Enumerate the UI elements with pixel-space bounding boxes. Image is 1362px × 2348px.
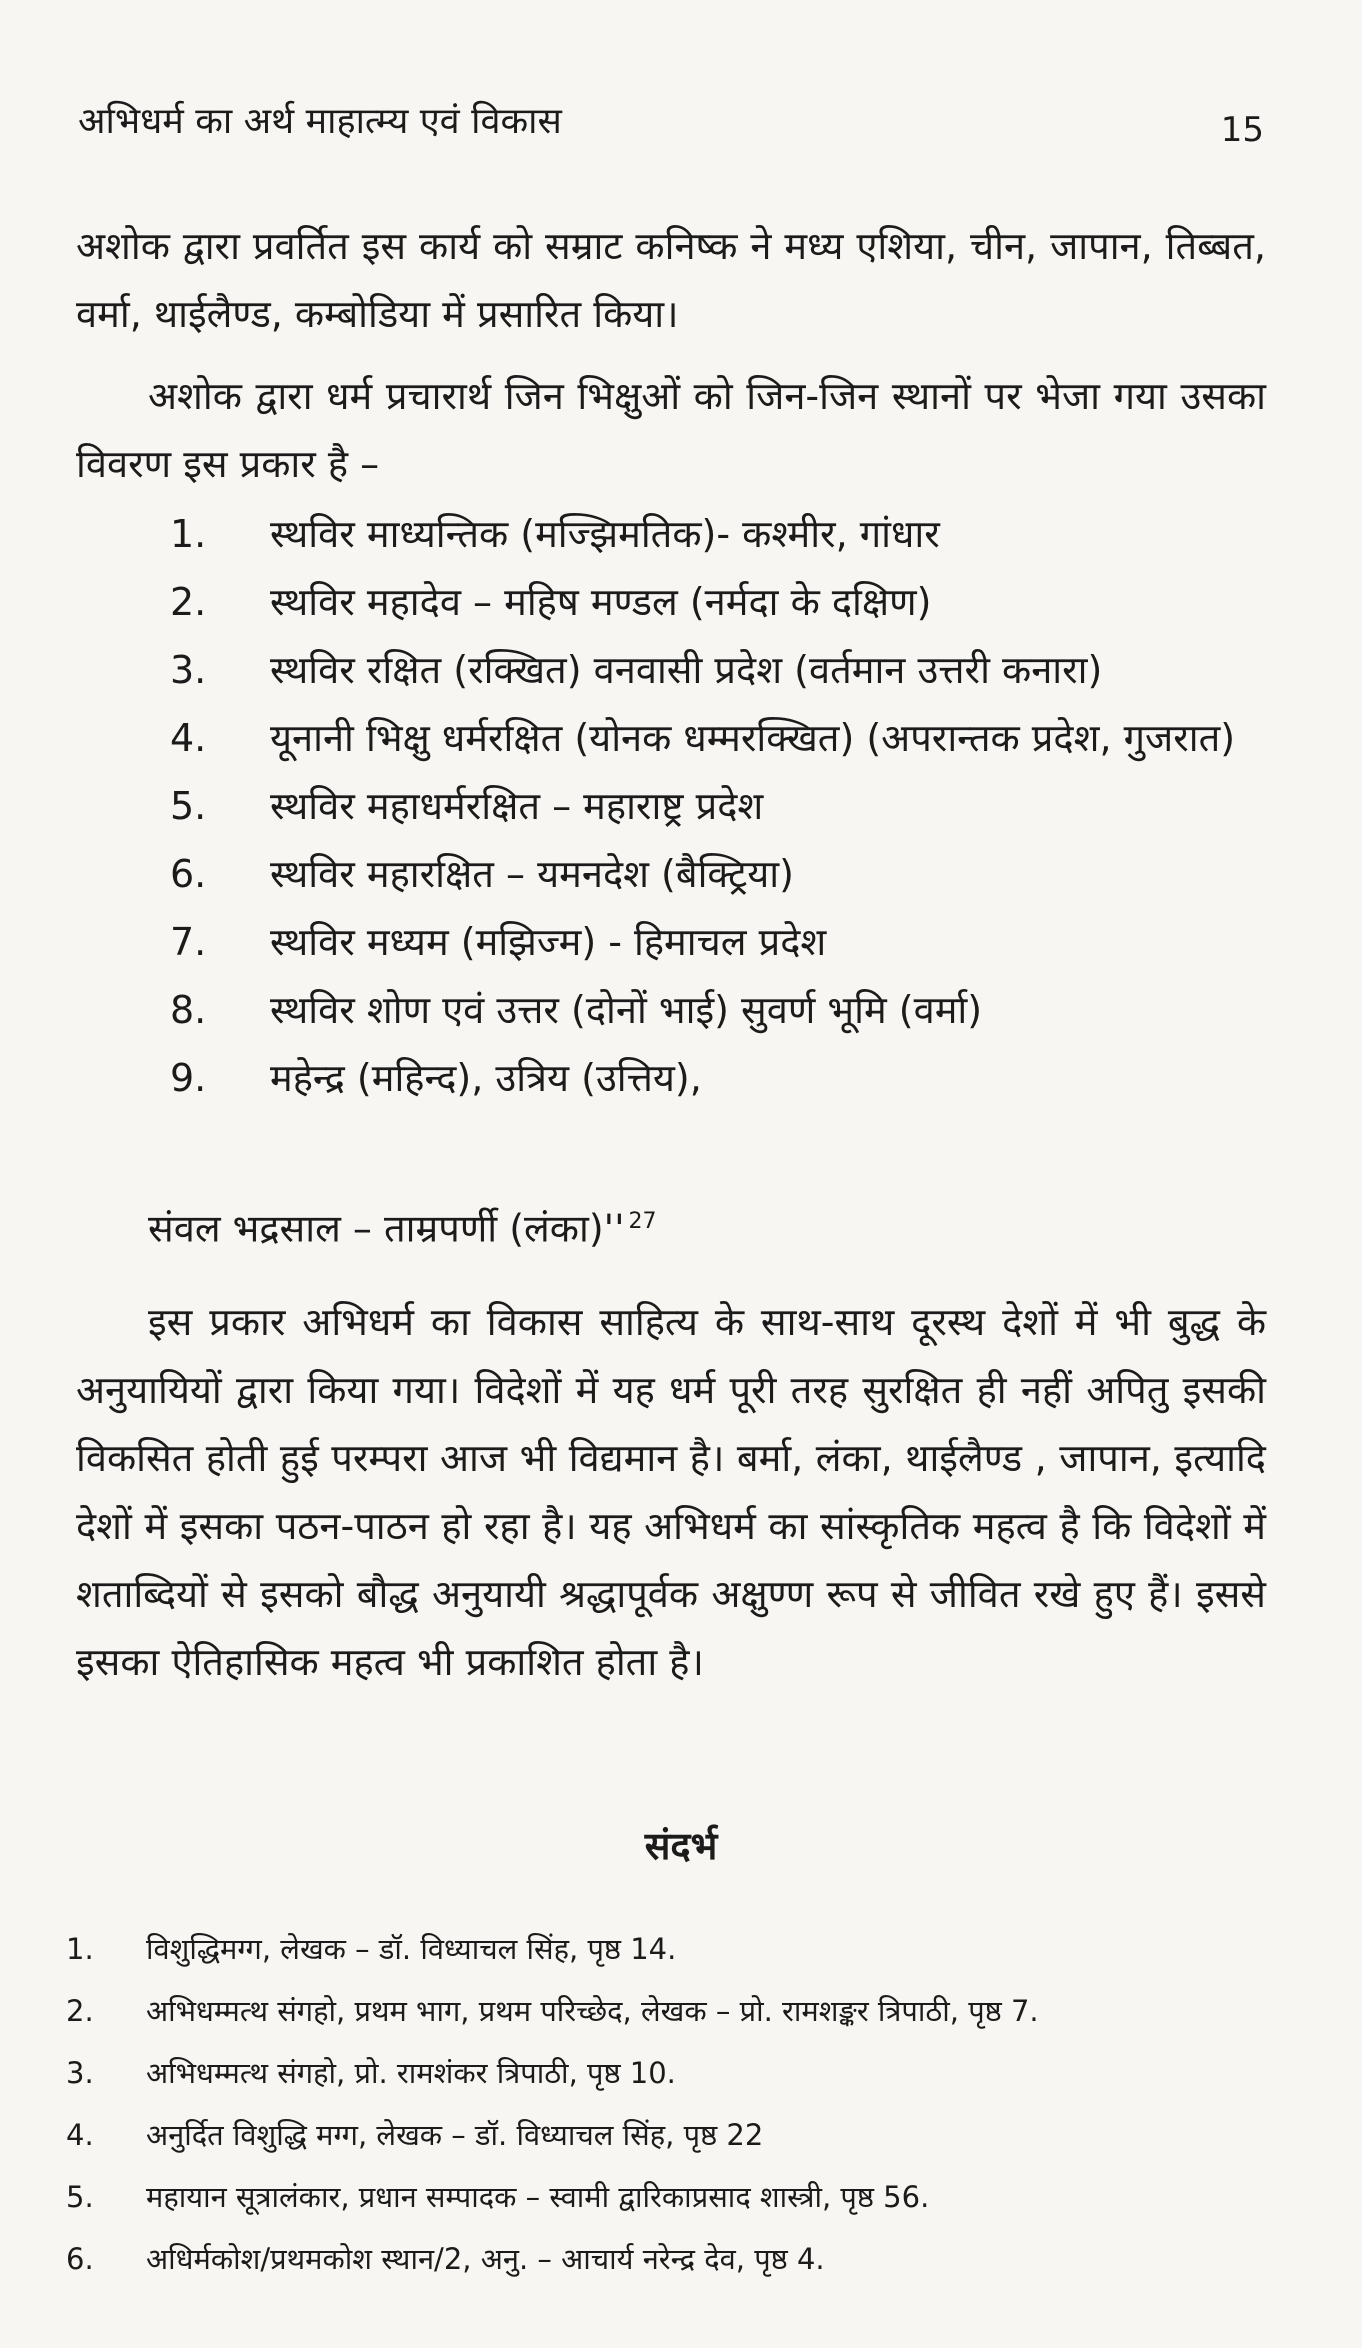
reference-item	[66, 1918, 1296, 1980]
reference-text: विशुद्धिमग्ग, लेखक – डॉ. विध्याचल सिंह, पृष्ठ 14.	[146, 1932, 677, 1966]
list-item-text: स्थविर महारक्षित – यमनदेश (बैक्ट्रिया)	[270, 852, 794, 896]
list-item-text: स्थविर माध्यन्तिक (मज्झिमतिक)- कश्मीर, गांधार	[270, 512, 940, 556]
list-item	[170, 772, 1280, 840]
list-item-text: स्थविर महादेव – महिष मण्डल (नर्मदा के दक्षिण)	[270, 580, 932, 624]
list-item-number: 2.	[170, 580, 207, 624]
paragraph-intro: अशोक द्वारा प्रवर्तित इस कार्य को सम्राट कनिष्क ने मध्य एशिया, चीन, जापान, तिब्बत, वर्मा, थाईलैण्ड, कम्बोडिया में प्रसारित किया।	[76, 224, 1266, 336]
reference-text: अभिधम्मत्थ संगहो, प्रो. रामशंकर त्रिपाठी, पृष्ठ 10.	[146, 2056, 676, 2090]
reference-number: 1.	[66, 1932, 94, 1966]
references-heading: संदर्भ	[644, 1824, 718, 1868]
reference-number: 6.	[66, 2242, 94, 2276]
missions-list	[170, 500, 1280, 1112]
list-item-number: 1.	[170, 512, 207, 556]
reference-item	[66, 1980, 1296, 2042]
reference-number: 5.	[66, 2180, 94, 2214]
list-item-text: स्थविर शोण एवं उत्तर (दोनों भाई) सुवर्ण भूमि (वर्मा)	[270, 988, 983, 1032]
list-item-number: 4.	[170, 716, 207, 760]
list-item-text: स्थविर मध्यम (मझिज्म) - हिमाचल प्रदेश	[270, 920, 827, 964]
list-item-text: यूनानी भिक्षु धर्मरक्षित (योनक धम्मरक्खित) (अपरान्तक प्रदेश, गुजरात)	[270, 716, 1236, 760]
reference-item	[66, 2166, 1296, 2228]
reference-number: 2.	[66, 1994, 94, 2028]
closing-text: संवल भद्रसाल – ताम्रपर्णी (लंका)''	[148, 1206, 625, 1251]
reference-number: 3.	[66, 2056, 94, 2090]
reference-item	[66, 2042, 1296, 2104]
references-list	[66, 1918, 1296, 2290]
reference-text: अभिधम्मत्थ संगहो, प्रथम भाग, प्रथम परिच्छेद, लेखक – प्रो. रामशङ्कर त्रिपाठी, पृष्ठ 7.	[146, 1994, 1039, 2028]
list-item-number: 5.	[170, 784, 207, 828]
missions-closing-line	[148, 1188, 657, 1263]
list-item-number: 3.	[170, 648, 207, 692]
list-item-number: 9.	[170, 1056, 207, 1100]
list-item-number: 8.	[170, 988, 207, 1032]
reference-number: 4.	[66, 2118, 94, 2152]
list-item-number: 6.	[170, 852, 207, 896]
list-item-text: स्थविर रक्षित (रक्खित) वनवासी प्रदेश (वर्तमान उत्तरी कनारा)	[270, 648, 1103, 692]
list-item-text: स्थविर महाधर्मरक्षित – महाराष्ट्र प्रदेश	[270, 784, 764, 828]
list-item	[170, 1044, 1280, 1112]
list-item	[170, 840, 1280, 908]
list-item	[170, 568, 1280, 636]
paragraph-development: इस प्रकार अभिधर्म का विकास साहित्य के साथ-साथ दूरस्थ देशों में भी बुद्ध के अनुयायियों द्वारा किया गया। विदेशों में यह धर्म पूरी तरह सुरक्षित ही नहीं अपितु इसकी विकसित होती हुई परम्परा आज भी विद्यमान है। बर्मा, लंका, थाईलैण्ड , जापान, इत्यादि देशों में इसका पठन-पाठन हो रहा है। यह अभिधर्म का सांस्कृतिक महत्व है कि विदेशों में शताब्दियों से इसको बौद्ध अनुयायी श्रद्धापूर्वक अक्षुण्ण रूप से जीवित रखे हुए हैं। इससे इसका ऐतिहासिक महत्व भी प्रकाशित होता है।	[76, 1300, 1266, 1684]
reference-item	[66, 2228, 1296, 2290]
list-item	[170, 976, 1280, 1044]
list-item	[170, 704, 1280, 772]
footnote-marker: 27	[628, 1209, 657, 1234]
list-item-number: 7.	[170, 920, 207, 964]
running-title: अभिधर्म का अर्थ माहात्म्य एवं विकास	[78, 101, 562, 142]
list-item	[170, 908, 1280, 976]
reference-item	[66, 2104, 1296, 2166]
list-item	[170, 636, 1280, 704]
reference-text: महायान सूत्रालंकार, प्रधान सम्पादक – स्वामी द्वारिकाप्रसाद शास्त्री, पृष्ठ 56.	[146, 2180, 930, 2214]
reference-text: अधिर्मकोश/प्रथमकोश स्थान/2, अनु. – आचार्य नरेन्द्र देव, पृष्ठ 4.	[146, 2242, 825, 2276]
list-item	[170, 500, 1280, 568]
page-number: 15	[1220, 110, 1264, 150]
paragraph-missions-intro: अशोक द्वारा धर्म प्रचारार्थ जिन भिक्षुओं को जिन-जिन स्थानों पर भेजा गया उसका विवरण इस प्रकार है –	[76, 374, 1266, 486]
list-item-text: महेन्द्र (महिन्द), उत्रिय (उत्तिय),	[270, 1056, 702, 1100]
reference-text: अनुर्दित विशुद्धि मग्ग, लेखक – डॉ. विध्याचल सिंह, पृष्ठ 22	[146, 2118, 764, 2152]
